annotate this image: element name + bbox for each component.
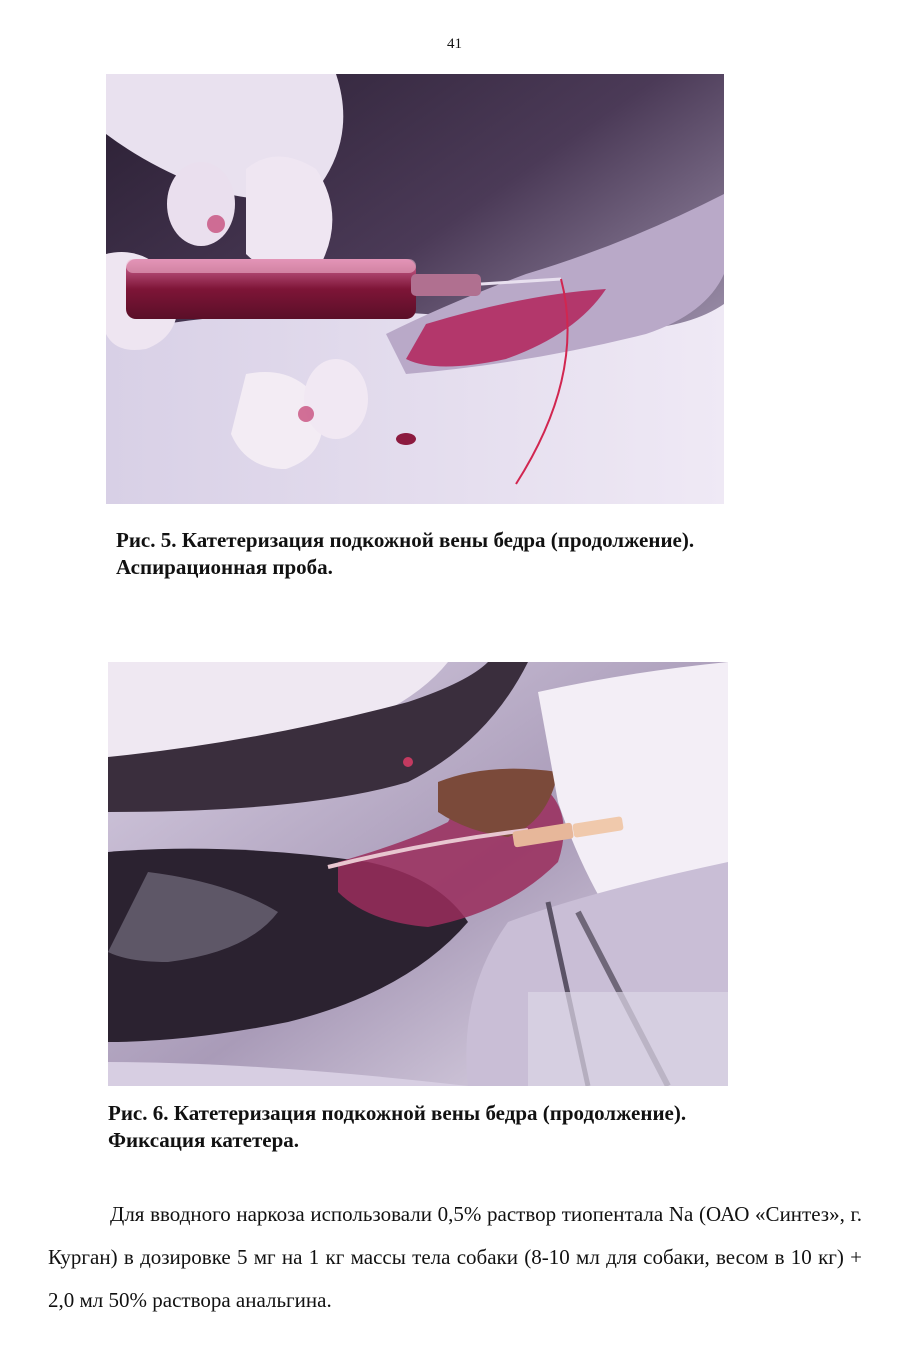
page-number: 41 bbox=[447, 36, 462, 52]
figure-5-subtitle: Аспирационная проба. bbox=[116, 555, 333, 579]
figure-6-photo bbox=[108, 662, 728, 1086]
figure-6-title: Рис. 6. Катетеризация подкожной вены бедра (продолжение). bbox=[108, 1101, 687, 1125]
figure-5-image bbox=[106, 74, 724, 504]
body-paragraph: Для вводного наркоза использовали 0,5% раствор тиопентала Na (ОАО «Синтез», г. Курган) в дозировке 5 мг на 1 кг массы тела собаки (8-10 мл для собаки, весом в 10 кг) + 2,0 мл 50% раствора анальгина. bbox=[48, 1202, 862, 1312]
figure-5-caption bbox=[116, 527, 836, 581]
figure-6-subtitle: Фиксация катетера. bbox=[108, 1128, 300, 1152]
figure-5-title: Рис. 5. Катетеризация подкожной вены бедра (продолжение). bbox=[116, 528, 695, 552]
body-text bbox=[48, 1193, 862, 1322]
figure-6-caption bbox=[108, 1100, 848, 1154]
figure-6-image bbox=[108, 662, 728, 1086]
figure-5-photo bbox=[106, 74, 724, 504]
